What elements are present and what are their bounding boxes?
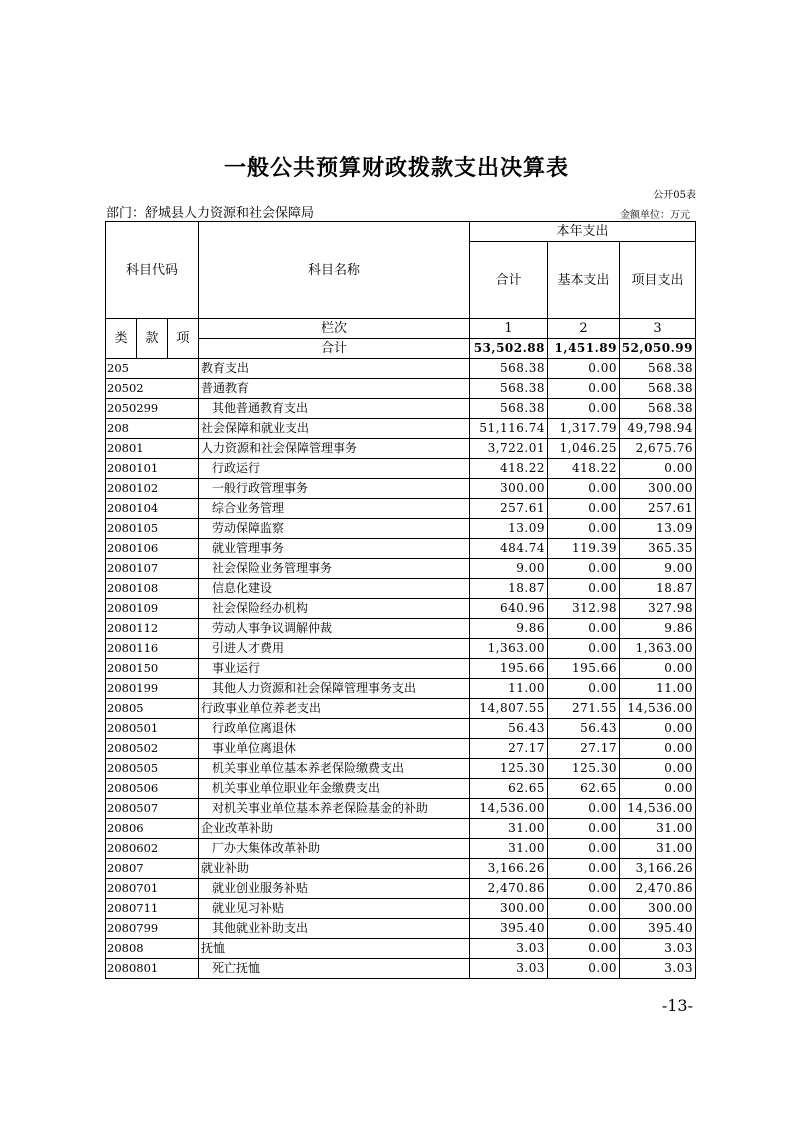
row-project: 257.61 (620, 499, 696, 519)
row-basic: 0.00 (548, 899, 620, 919)
row-project: 0.00 (620, 719, 696, 739)
page-title: 一般公共预算财政拨款支出决算表 (223, 156, 569, 181)
row-total: 62.65 (470, 779, 548, 799)
row-project: 18.87 (620, 579, 696, 599)
row-total: 3.03 (470, 959, 548, 979)
row-code: 2080602 (106, 839, 199, 859)
row-name: 就业见习补贴 (199, 899, 470, 919)
row-name: 行政单位离退休 (199, 719, 470, 739)
row-name: 对机关事业单位基本养老保险基金的补助 (199, 799, 470, 819)
table-row (106, 399, 696, 419)
table-row (106, 459, 696, 479)
row-project: 0.00 (620, 459, 696, 479)
row-code: 2080501 (106, 719, 199, 739)
sum-project: 52,050.99 (620, 339, 696, 359)
row-total: 568.38 (470, 399, 548, 419)
row-code: 2080799 (106, 919, 199, 939)
row-code: 2080711 (106, 899, 199, 919)
row-project: 3.03 (620, 939, 696, 959)
row-name: 劳动保障监察 (199, 519, 470, 539)
row-name: 机关事业单位职业年金缴费支出 (199, 779, 470, 799)
row-total: 195.66 (470, 659, 548, 679)
row-code: 2080102 (106, 479, 199, 499)
row-project: 14,536.00 (620, 699, 696, 719)
table-row (106, 619, 696, 639)
row-project: 0.00 (620, 779, 696, 799)
row-project: 300.00 (620, 899, 696, 919)
row-total: 3.03 (470, 939, 548, 959)
row-name: 行政运行 (199, 459, 470, 479)
row-project: 327.98 (620, 599, 696, 619)
row-project: 365.35 (620, 539, 696, 559)
row-code: 2050299 (106, 399, 199, 419)
table-row (106, 359, 696, 379)
row-basic: 0.00 (548, 399, 620, 419)
row-basic: 0.00 (548, 379, 620, 399)
row-total: 484.74 (470, 539, 548, 559)
row-basic: 0.00 (548, 679, 620, 699)
table-row (106, 899, 696, 919)
header-name: 科目名称 (199, 222, 470, 319)
row-name: 信息化建设 (199, 579, 470, 599)
row-basic: 0.00 (548, 939, 620, 959)
table-row (106, 699, 696, 719)
row-total: 18.87 (470, 579, 548, 599)
form-number: 公开05表 (653, 190, 696, 201)
row-name: 一般行政管理事务 (199, 479, 470, 499)
table-row (106, 719, 696, 739)
table-row (106, 959, 696, 979)
row-total: 3,166.26 (470, 859, 548, 879)
row-total: 56.43 (470, 719, 548, 739)
row-code: 2080107 (106, 559, 199, 579)
row-project: 14,536.00 (620, 799, 696, 819)
table-row (106, 759, 696, 779)
row-total: 9.00 (470, 559, 548, 579)
table-row (106, 579, 696, 599)
row-project: 31.00 (620, 839, 696, 859)
row-total: 568.38 (470, 359, 548, 379)
row-total: 14,536.00 (470, 799, 548, 819)
row-name: 抚恤 (199, 939, 470, 959)
row-code: 2080701 (106, 879, 199, 899)
row-name: 企业改革补助 (199, 819, 470, 839)
row-total: 300.00 (470, 899, 548, 919)
sum-total: 53,502.88 (470, 339, 548, 359)
row-basic: 418.22 (548, 459, 620, 479)
row-total: 125.30 (470, 759, 548, 779)
row-basic: 0.00 (548, 859, 620, 879)
table-row (106, 879, 696, 899)
department-label: 部门：舒城县人力资源和社会保障局 (106, 206, 315, 221)
row-name: 社会保险经办机构 (199, 599, 470, 619)
table-row (106, 679, 696, 699)
table-row (106, 499, 696, 519)
header-section: 款 (137, 319, 168, 359)
row-basic: 0.00 (548, 799, 620, 819)
row-basic: 271.55 (548, 699, 620, 719)
row-total: 3,722.01 (470, 439, 548, 459)
row-code: 2080108 (106, 579, 199, 599)
row-code: 20801 (106, 439, 199, 459)
row-project: 9.00 (620, 559, 696, 579)
expenditure-table (105, 221, 696, 979)
column-index-label: 栏次 (199, 319, 470, 339)
row-name: 其他普通教育支出 (199, 399, 470, 419)
table-row (106, 859, 696, 879)
table-row (106, 939, 696, 959)
row-basic: 312.98 (548, 599, 620, 619)
header-total: 合计 (470, 242, 548, 319)
row-code: 2080199 (106, 679, 199, 699)
row-basic: 0.00 (548, 639, 620, 659)
row-project: 11.00 (620, 679, 696, 699)
row-basic: 0.00 (548, 619, 620, 639)
table-row (106, 379, 696, 399)
row-name: 厂办大集体改革补助 (199, 839, 470, 859)
row-name: 劳动人事争议调解仲裁 (199, 619, 470, 639)
row-name: 普通教育 (199, 379, 470, 399)
row-project: 568.38 (620, 359, 696, 379)
sum-label: 合计 (199, 339, 470, 359)
row-project: 0.00 (620, 659, 696, 679)
row-total: 2,470.86 (470, 879, 548, 899)
row-basic: 0.00 (548, 519, 620, 539)
row-name: 行政事业单位养老支出 (199, 699, 470, 719)
row-basic: 0.00 (548, 559, 620, 579)
row-basic: 0.00 (548, 359, 620, 379)
table-row (106, 739, 696, 759)
row-total: 568.38 (470, 379, 548, 399)
column-index-1: 1 (470, 319, 548, 339)
row-code: 20502 (106, 379, 199, 399)
row-basic: 27.17 (548, 739, 620, 759)
sum-basic: 1,451.89 (548, 339, 620, 359)
table-row (106, 659, 696, 679)
row-project: 3.03 (620, 959, 696, 979)
row-project: 395.40 (620, 919, 696, 939)
row-basic: 0.00 (548, 879, 620, 899)
table-row (106, 479, 696, 499)
row-name: 死亡抚恤 (199, 959, 470, 979)
row-code: 2080505 (106, 759, 199, 779)
row-project: 0.00 (620, 759, 696, 779)
row-code: 20808 (106, 939, 199, 959)
row-total: 13.09 (470, 519, 548, 539)
row-name: 机关事业单位基本养老保险缴费支出 (199, 759, 470, 779)
row-project: 568.38 (620, 379, 696, 399)
row-project: 568.38 (620, 399, 696, 419)
row-code: 20805 (106, 699, 199, 719)
row-total: 300.00 (470, 479, 548, 499)
table-row (106, 559, 696, 579)
table-row (106, 599, 696, 619)
row-code: 205 (106, 359, 199, 379)
header-code: 科目代码 (106, 222, 199, 319)
row-project: 300.00 (620, 479, 696, 499)
row-total: 31.00 (470, 819, 548, 839)
row-code: 2080104 (106, 499, 199, 519)
row-total: 27.17 (470, 739, 548, 759)
column-index-row (106, 319, 696, 339)
row-code: 2080116 (106, 639, 199, 659)
row-code: 2080112 (106, 619, 199, 639)
column-index-3: 3 (620, 319, 696, 339)
row-total: 418.22 (470, 459, 548, 479)
row-total: 9.86 (470, 619, 548, 639)
header-item: 项 (168, 319, 199, 359)
row-basic: 0.00 (548, 919, 620, 939)
row-basic: 0.00 (548, 579, 620, 599)
row-basic: 1,317.79 (548, 419, 620, 439)
header-basic: 基本支出 (548, 242, 620, 319)
row-total: 51,116.74 (470, 419, 548, 439)
row-project: 3,166.26 (620, 859, 696, 879)
header-class: 类 (106, 319, 137, 359)
row-basic: 0.00 (548, 479, 620, 499)
row-code: 2080105 (106, 519, 199, 539)
table-row (106, 799, 696, 819)
row-total: 11.00 (470, 679, 548, 699)
row-code: 20806 (106, 819, 199, 839)
page-number: -13- (661, 996, 693, 1015)
row-name: 综合业务管理 (199, 499, 470, 519)
row-name: 其他人力资源和社会保障管理事务支出 (199, 679, 470, 699)
row-name: 社会保险业务管理事务 (199, 559, 470, 579)
row-name: 就业创业服务补贴 (199, 879, 470, 899)
row-code: 2080506 (106, 779, 199, 799)
row-basic: 195.66 (548, 659, 620, 679)
row-name: 教育支出 (199, 359, 470, 379)
row-total: 640.96 (470, 599, 548, 619)
table-row (106, 779, 696, 799)
table-row (106, 439, 696, 459)
table-body (106, 222, 696, 979)
row-basic: 0.00 (548, 819, 620, 839)
row-name: 事业单位离退休 (199, 739, 470, 759)
row-total: 395.40 (470, 919, 548, 939)
table-row (106, 519, 696, 539)
row-basic: 0.00 (548, 499, 620, 519)
row-code: 2080109 (106, 599, 199, 619)
row-name: 就业管理事务 (199, 539, 470, 559)
row-code: 2080502 (106, 739, 199, 759)
table-row (106, 919, 696, 939)
row-name: 就业补助 (199, 859, 470, 879)
row-basic: 56.43 (548, 719, 620, 739)
column-index-2: 2 (548, 319, 620, 339)
row-code: 2080801 (106, 959, 199, 979)
row-total: 14,807.55 (470, 699, 548, 719)
row-basic: 1,046.25 (548, 439, 620, 459)
table-row (106, 419, 696, 439)
row-code: 2080150 (106, 659, 199, 679)
row-basic: 119.39 (548, 539, 620, 559)
row-code: 20807 (106, 859, 199, 879)
unit-label: 金额单位：万元 (620, 210, 690, 221)
table-row (106, 639, 696, 659)
row-total: 31.00 (470, 839, 548, 859)
row-project: 13.09 (620, 519, 696, 539)
table-row (106, 819, 696, 839)
table-row (106, 539, 696, 559)
row-total: 1,363.00 (470, 639, 548, 659)
row-code: 2080106 (106, 539, 199, 559)
row-project: 1,363.00 (620, 639, 696, 659)
row-basic: 62.65 (548, 779, 620, 799)
row-name: 引进人才费用 (199, 639, 470, 659)
row-code: 2080101 (106, 459, 199, 479)
row-project: 31.00 (620, 819, 696, 839)
row-name: 事业运行 (199, 659, 470, 679)
row-basic: 125.30 (548, 759, 620, 779)
row-project: 0.00 (620, 739, 696, 759)
row-project: 49,798.94 (620, 419, 696, 439)
row-project: 2,675.76 (620, 439, 696, 459)
row-name: 社会保障和就业支出 (199, 419, 470, 439)
header-project: 项目支出 (620, 242, 696, 319)
header-current-year: 本年支出 (470, 222, 696, 242)
row-basic: 0.00 (548, 959, 620, 979)
row-code: 2080507 (106, 799, 199, 819)
row-project: 9.86 (620, 619, 696, 639)
row-total: 257.61 (470, 499, 548, 519)
row-basic: 0.00 (548, 839, 620, 859)
header-row-1 (106, 222, 696, 242)
row-code: 208 (106, 419, 199, 439)
row-project: 2,470.86 (620, 879, 696, 899)
table-row (106, 839, 696, 859)
row-name: 其他就业补助支出 (199, 919, 470, 939)
row-name: 人力资源和社会保障管理事务 (199, 439, 470, 459)
